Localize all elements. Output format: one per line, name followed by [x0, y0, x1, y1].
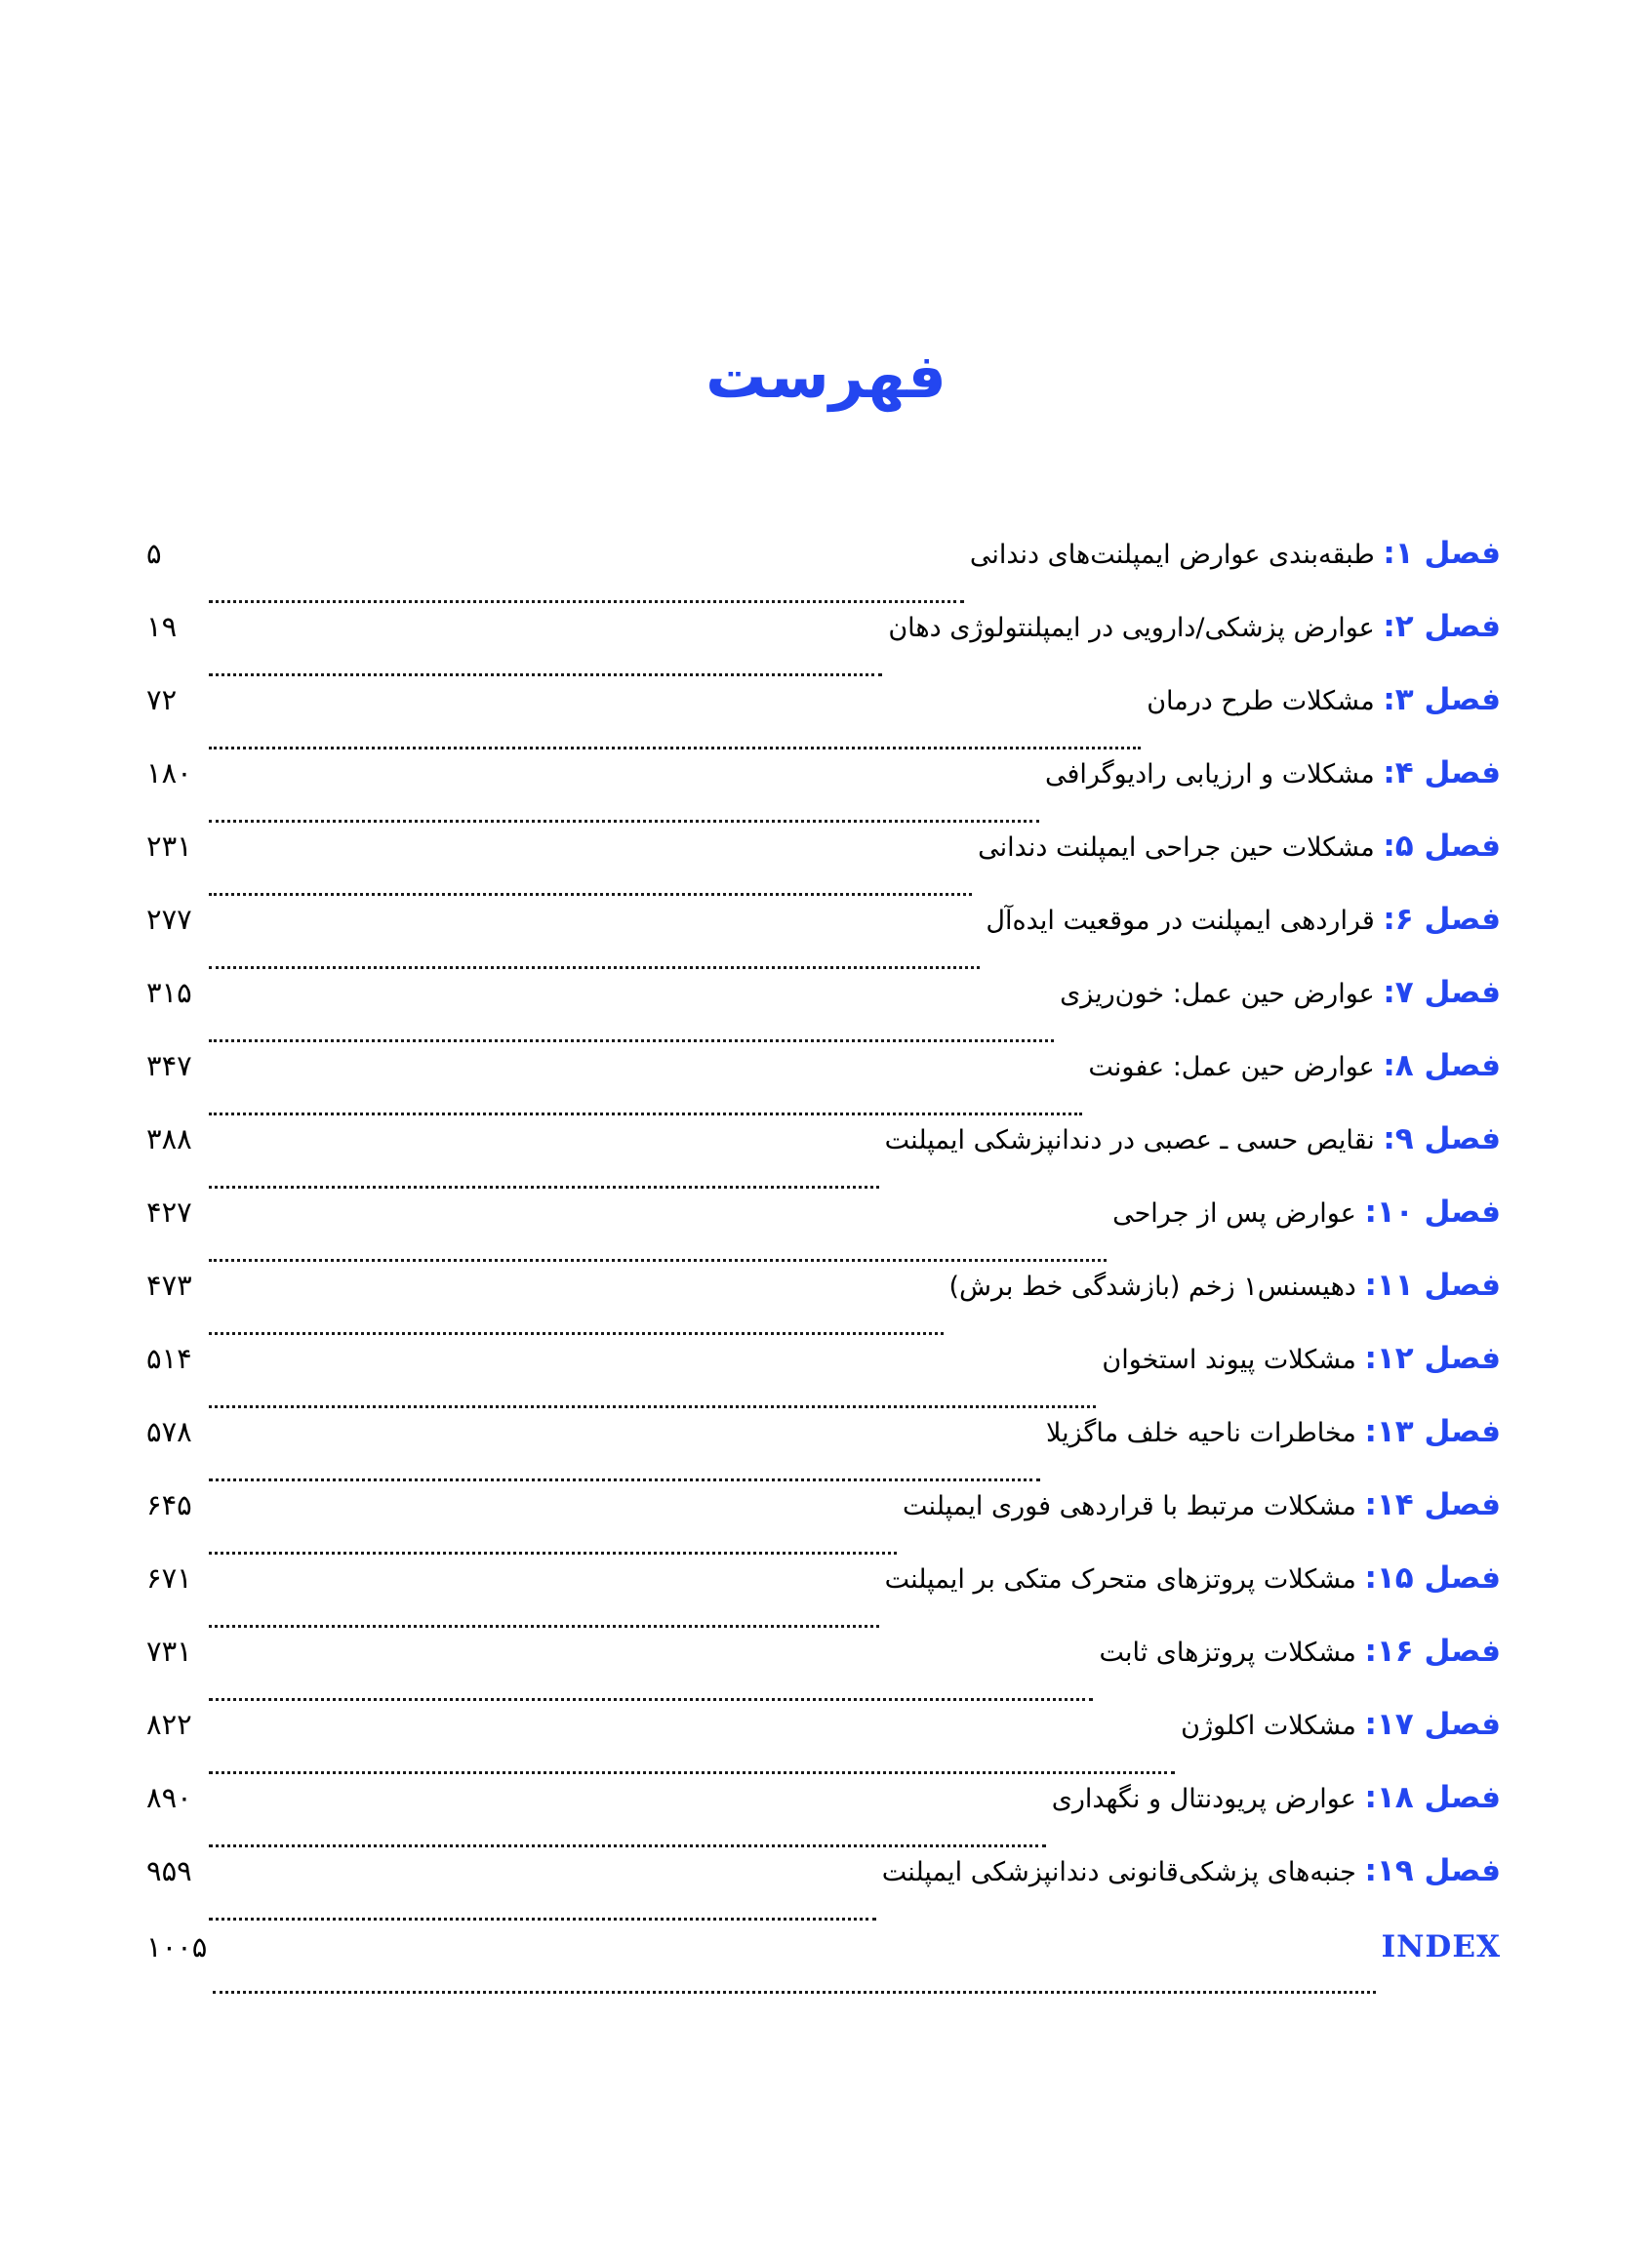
toc-entry[interactable] — [146, 1560, 1501, 1637]
toc-entry-page-number: ۵ — [146, 537, 162, 570]
toc-entry-index[interactable] — [146, 1929, 1501, 2003]
toc-entry-chapter-label: فصل ۱۲: — [1364, 1341, 1501, 1376]
toc-entry-page-number: ۳۱۵ — [146, 976, 192, 1009]
toc-entry-chapter-label: فصل ۱: — [1383, 536, 1501, 571]
toc-entry-chapter-label: فصل ۱۶: — [1364, 1634, 1501, 1669]
toc-entry-chapter-name: مشکلات پیوند استخوان — [1102, 1345, 1356, 1375]
toc-entry-chapter-label: فصل ۱۷: — [1364, 1707, 1501, 1742]
toc-entry-chapter-name: مشکلات طرح درمان — [1147, 686, 1375, 716]
toc-entry-chapter-name: مشکلات مرتبط با قراردهی فوری ایمپلنت — [903, 1491, 1356, 1521]
toc-entry-chapter-label: فصل ۳: — [1383, 682, 1501, 717]
toc-entry-title — [1044, 755, 1501, 790]
toc-index-page-number: ۱۰۰۵ — [146, 1930, 208, 1963]
toc-entry-title — [1088, 1048, 1501, 1083]
toc-leader-dots — [213, 1990, 1375, 1994]
toc-leader-dots — [209, 1697, 1093, 1701]
toc-entry[interactable] — [146, 536, 1501, 612]
toc-entry-title — [1060, 975, 1501, 1010]
toc-entry[interactable] — [146, 1634, 1501, 1710]
toc-entry-chapter-label: فصل ۸: — [1383, 1048, 1501, 1083]
toc-entry-chapter-name: مشکلات حین جراحی ایمپلنت دندانی — [978, 832, 1375, 863]
toc-entry[interactable] — [146, 1048, 1501, 1124]
toc-entry-page-number: ۳۸۸ — [146, 1122, 192, 1155]
toc-entry-page-number: ۳۴۷ — [146, 1049, 192, 1082]
toc-entry[interactable] — [146, 609, 1501, 685]
toc-entry[interactable] — [146, 1268, 1501, 1344]
toc-leader-dots — [209, 819, 1039, 823]
toc-entry-chapter-name: جنبه‌های پزشکی‌قانونی دندانپزشکی ایمپلنت — [881, 1857, 1356, 1887]
toc-entry[interactable] — [146, 1341, 1501, 1417]
toc-entry-chapter-name: مخاطرات ناحیه خلف ماگزیلا — [1045, 1418, 1356, 1448]
toc-leader-dots — [209, 1404, 1096, 1408]
toc-leader-dots — [209, 892, 972, 896]
toc-entry-chapter-label: فصل ۱۰: — [1364, 1194, 1501, 1230]
toc-entry-chapter-label: فصل ۲: — [1383, 609, 1501, 644]
toc-entry-chapter-name: عوارض پس از جراحی — [1112, 1198, 1356, 1229]
toc-entry[interactable] — [146, 1487, 1501, 1563]
toc-index-label: INDEX — [1381, 1929, 1501, 1964]
toc-entry-title — [969, 536, 1501, 571]
toc-entry-chapter-name: عوارض پزشکی/دارویی در ایمپلنتولوژی دهان — [888, 613, 1375, 643]
toc-entry[interactable] — [146, 682, 1501, 758]
toc-entry[interactable] — [146, 1707, 1501, 1783]
toc-leader-dots — [209, 965, 980, 969]
toc-leader-dots — [209, 1843, 1046, 1847]
toc-entry-title — [884, 1121, 1501, 1156]
toc-entry-title — [884, 1560, 1501, 1596]
toc-entry-chapter-name: مشکلات پروتزهای ثابت — [1099, 1638, 1356, 1668]
toc-entry-page-number: ۷۲ — [146, 683, 178, 716]
toc-entry[interactable] — [146, 831, 1501, 905]
toc-entry-chapter-name: مشکلات پروتزهای متحرک متکی بر ایمپلنت — [884, 1564, 1356, 1595]
toc-entry-page-number: ۱۸۰ — [146, 756, 192, 789]
toc-leader-dots — [209, 1624, 879, 1628]
toc-entry-chapter-label: فصل ۱۹: — [1364, 1853, 1501, 1888]
toc-entry-chapter-label: فصل ۱۵: — [1364, 1560, 1501, 1596]
toc-entry-page-number: ۹۵۹ — [146, 1854, 192, 1887]
page-title: فهرست — [705, 341, 947, 412]
toc-leader-dots — [209, 1770, 1175, 1774]
toc-leader-dots — [209, 1185, 879, 1189]
toc-leader-dots — [209, 1258, 1107, 1262]
toc-list — [146, 536, 1501, 2003]
toc-entry-page-number: ۴۷۳ — [146, 1269, 192, 1302]
toc-entry-chapter-label: فصل ۱۸: — [1364, 1780, 1501, 1815]
toc-leader-dots — [209, 1331, 944, 1335]
toc-entry-chapter-name: مشکلات اکلوژن — [1181, 1711, 1356, 1741]
toc-entry-chapter-name: دهیسنس۱ زخم (بازشدگی خط برش) — [948, 1272, 1356, 1302]
toc-entry-page-number: ۵۱۴ — [146, 1342, 192, 1375]
toc-leader-dots — [209, 1917, 876, 1921]
toc-entry-title — [1181, 1707, 1501, 1742]
toc-entry-chapter-label: فصل ۱۳: — [1364, 1414, 1501, 1449]
toc-entry-title — [1045, 1414, 1501, 1449]
toc-entry-chapter-label: فصل ۵: — [1383, 829, 1501, 864]
toc-entry-chapter-name: طبقه‌بندی عوارض ایمپلنت‌های دندانی — [969, 540, 1375, 570]
toc-entry[interactable] — [146, 975, 1501, 1051]
toc-entry-page-number: ۴۲۷ — [146, 1195, 192, 1229]
toc-entry-chapter-name: نقایص حسی ـ عصبی در دندانپزشکی ایمپلنت — [884, 1125, 1375, 1155]
toc-leader-dots — [209, 1112, 1082, 1115]
toc-entry[interactable] — [146, 902, 1501, 978]
toc-entry[interactable] — [146, 1853, 1501, 1929]
toc-entry-title — [948, 1268, 1501, 1303]
toc-entry[interactable] — [146, 1194, 1501, 1271]
toc-entry-page-number: ۶۴۵ — [146, 1488, 192, 1521]
toc-entry-chapter-name: عوارض حین عمل: خون‌ریزی — [1060, 979, 1375, 1009]
toc-entry-title — [986, 902, 1501, 937]
toc-entry-title — [881, 1853, 1501, 1888]
toc-leader-dots — [209, 1478, 1040, 1481]
toc-entry-title — [888, 609, 1501, 644]
toc-entry-title — [978, 831, 1501, 864]
toc-entry-chapter-name: مشکلات و ارزیابی رادیوگرافی — [1044, 759, 1375, 789]
toc-entry-page-number: ۸۹۰ — [146, 1781, 192, 1814]
toc-entry-page-number: ۶۷۱ — [146, 1561, 192, 1595]
toc-entry-title — [1099, 1634, 1501, 1669]
toc-leader-dots — [209, 746, 1141, 749]
toc-entry-chapter-label: فصل ۷: — [1383, 975, 1501, 1010]
toc-entry-title — [1112, 1194, 1501, 1230]
toc-entry-chapter-label: فصل ۶: — [1383, 902, 1501, 937]
toc-entry-chapter-name: عوارض پریودنتال و نگهداری — [1051, 1784, 1356, 1814]
toc-entry-title — [1051, 1780, 1501, 1815]
toc-leader-dots — [209, 599, 964, 603]
toc-entry-chapter-label: فصل ۹: — [1383, 1121, 1501, 1156]
toc-leader-dots — [209, 1551, 897, 1555]
toc-entry-chapter-name: قراردهی ایمپلنت در موقعیت ایده‌آل — [986, 906, 1375, 936]
toc-leader-dots — [209, 1038, 1054, 1042]
toc-entry[interactable] — [146, 1780, 1501, 1856]
toc-leader-dots — [209, 672, 882, 676]
toc-entry-page-number: ۵۷۸ — [146, 1415, 192, 1448]
toc-entry-title — [903, 1487, 1501, 1522]
toc-entry-title — [1102, 1341, 1501, 1376]
toc-entry-page-number: ۲۷۷ — [146, 903, 192, 936]
toc-entry[interactable] — [146, 1121, 1501, 1197]
toc-entry-page-number: ۸۲۲ — [146, 1708, 192, 1741]
toc-entry-title — [1147, 682, 1501, 717]
toc-entry-chapter-name: عوارض حین عمل: عفونت — [1088, 1052, 1375, 1082]
toc-entry-chapter-label: فصل ۴: — [1383, 755, 1501, 790]
toc-entry-chapter-label: فصل ۱۱: — [1364, 1268, 1501, 1303]
toc-entry-page-number: ۱۹ — [146, 610, 178, 643]
toc-entry-page-number: ۲۳۱ — [146, 830, 192, 863]
toc-entry[interactable] — [146, 1414, 1501, 1490]
toc-entry-chapter-label: فصل ۱۴: — [1364, 1487, 1501, 1522]
toc-entry[interactable] — [146, 755, 1501, 831]
toc-entry-page-number: ۷۳۱ — [146, 1635, 192, 1668]
